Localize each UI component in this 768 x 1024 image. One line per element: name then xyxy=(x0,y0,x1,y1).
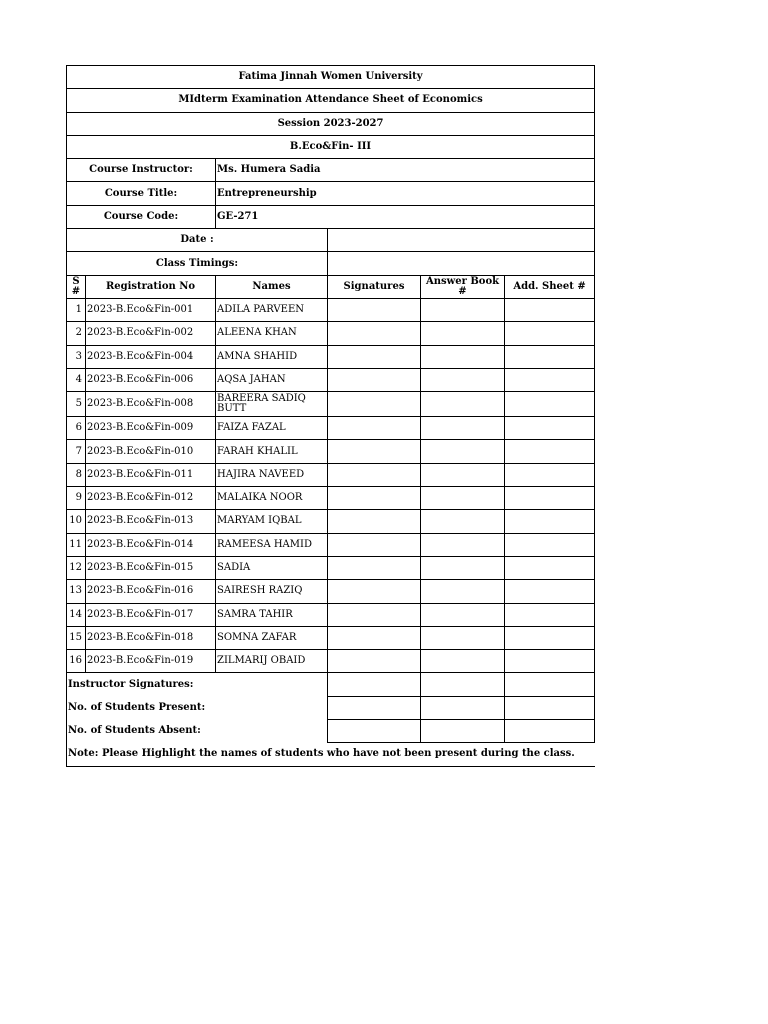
add-sheet-cell[interactable] xyxy=(505,556,595,579)
student-name: SAMRA TAHIR xyxy=(216,603,328,626)
student-name: SAIRESH RAZIQ xyxy=(216,580,328,603)
add-sheet-cell[interactable] xyxy=(505,626,595,649)
registration-no: 2023-B.Eco&Fin-015 xyxy=(86,556,216,579)
course-instructor-label: Course Instructor: xyxy=(67,159,216,182)
signature-cell[interactable] xyxy=(328,510,421,533)
serial-number: 4 xyxy=(67,368,86,391)
answer-book-cell[interactable] xyxy=(421,510,505,533)
add-sheet-cell[interactable] xyxy=(505,368,595,391)
serial-number: 10 xyxy=(67,510,86,533)
table-row xyxy=(67,650,595,673)
footer-cell[interactable] xyxy=(421,720,505,743)
col-header-names: Names xyxy=(216,275,328,298)
students-absent-field[interactable] xyxy=(328,720,421,743)
add-sheet-cell[interactable] xyxy=(505,533,595,556)
registration-no: 2023-B.Eco&Fin-006 xyxy=(86,368,216,391)
table-row xyxy=(67,626,595,649)
signature-cell[interactable] xyxy=(328,603,421,626)
serial-number: 9 xyxy=(67,487,86,510)
student-name: ALEENA KHAN xyxy=(216,322,328,345)
serial-number: 13 xyxy=(67,580,86,603)
table-row xyxy=(67,345,595,368)
class-timings-field[interactable] xyxy=(328,252,595,275)
serial-number: 1 xyxy=(67,298,86,321)
answer-book-cell[interactable] xyxy=(421,322,505,345)
signature-cell[interactable] xyxy=(328,650,421,673)
table-row xyxy=(67,322,595,345)
registration-no: 2023-B.Eco&Fin-018 xyxy=(86,626,216,649)
table-row xyxy=(67,298,595,321)
serial-number: 8 xyxy=(67,463,86,486)
student-name: SOMNA ZAFAR xyxy=(216,626,328,649)
student-name: BAREERA SADIQ BUTT xyxy=(216,392,328,417)
student-name: AMNA SHAHID xyxy=(216,345,328,368)
students-absent-label: No. of Students Absent: xyxy=(67,720,328,743)
instructor-signature-field[interactable] xyxy=(328,673,421,696)
footer-cell[interactable] xyxy=(505,673,595,696)
serial-number: 2 xyxy=(67,322,86,345)
program: B.Eco&Fin- III xyxy=(67,135,595,158)
signature-cell[interactable] xyxy=(328,463,421,486)
student-name: FAIZA FAZAL xyxy=(216,417,328,440)
answer-book-cell[interactable] xyxy=(421,392,505,417)
signature-cell[interactable] xyxy=(328,392,421,417)
col-header-add-sheet: Add. Sheet # xyxy=(505,275,595,298)
answer-book-cell[interactable] xyxy=(421,368,505,391)
registration-no: 2023-B.Eco&Fin-016 xyxy=(86,580,216,603)
student-name: MARYAM IQBAL xyxy=(216,510,328,533)
serial-number: 16 xyxy=(67,650,86,673)
registration-no: 2023-B.Eco&Fin-008 xyxy=(86,392,216,417)
student-name: MALAIKA NOOR xyxy=(216,487,328,510)
signature-cell[interactable] xyxy=(328,580,421,603)
table-row xyxy=(67,392,595,417)
students-present-label: No. of Students Present: xyxy=(67,696,328,719)
add-sheet-cell[interactable] xyxy=(505,603,595,626)
col-header-sn: S # xyxy=(67,275,86,298)
student-name: ZILMARIJ OBAID xyxy=(216,650,328,673)
table-row xyxy=(67,487,595,510)
serial-number: 15 xyxy=(67,626,86,649)
serial-number: 6 xyxy=(67,417,86,440)
class-timings-label: Class Timings: xyxy=(67,252,328,275)
add-sheet-cell[interactable] xyxy=(505,298,595,321)
answer-book-cell[interactable] xyxy=(421,417,505,440)
add-sheet-cell[interactable] xyxy=(505,345,595,368)
serial-number: 12 xyxy=(67,556,86,579)
course-title-value: Entrepreneurship xyxy=(216,182,595,205)
note-text: Note: Please Highlight the names of students who have not been present during the class. xyxy=(67,743,595,766)
add-sheet-cell[interactable] xyxy=(505,392,595,417)
answer-book-cell[interactable] xyxy=(421,440,505,463)
signature-cell[interactable] xyxy=(328,368,421,391)
serial-number: 3 xyxy=(67,345,86,368)
add-sheet-cell[interactable] xyxy=(505,650,595,673)
signature-cell[interactable] xyxy=(328,440,421,463)
students-present-field[interactable] xyxy=(328,696,421,719)
course-title-label: Course Title: xyxy=(67,182,216,205)
answer-book-cell[interactable] xyxy=(421,533,505,556)
registration-no: 2023-B.Eco&Fin-004 xyxy=(86,345,216,368)
registration-no: 2023-B.Eco&Fin-009 xyxy=(86,417,216,440)
university-name: Fatima Jinnah Women University xyxy=(67,66,595,89)
session: Session 2023-2027 xyxy=(67,112,595,135)
table-row xyxy=(67,440,595,463)
registration-no: 2023-B.Eco&Fin-001 xyxy=(86,298,216,321)
signature-cell[interactable] xyxy=(328,533,421,556)
registration-no: 2023-B.Eco&Fin-014 xyxy=(86,533,216,556)
date-field[interactable] xyxy=(328,229,595,252)
attendance-sheet xyxy=(66,65,595,767)
serial-number: 11 xyxy=(67,533,86,556)
answer-book-cell[interactable] xyxy=(421,463,505,486)
serial-number: 14 xyxy=(67,603,86,626)
col-header-signatures: Signatures xyxy=(328,275,421,298)
course-instructor-value: Ms. Humera Sadia xyxy=(216,159,595,182)
table-row xyxy=(67,533,595,556)
table-row xyxy=(67,580,595,603)
registration-no: 2023-B.Eco&Fin-013 xyxy=(86,510,216,533)
signature-cell[interactable] xyxy=(328,487,421,510)
student-name: FARAH KHALIL xyxy=(216,440,328,463)
add-sheet-cell[interactable] xyxy=(505,487,595,510)
footer-cell[interactable] xyxy=(421,696,505,719)
signature-cell[interactable] xyxy=(328,556,421,579)
answer-book-cell[interactable] xyxy=(421,580,505,603)
registration-no: 2023-B.Eco&Fin-011 xyxy=(86,463,216,486)
registration-no: 2023-B.Eco&Fin-012 xyxy=(86,487,216,510)
signature-cell[interactable] xyxy=(328,345,421,368)
footer-cell[interactable] xyxy=(505,720,595,743)
registration-no: 2023-B.Eco&Fin-019 xyxy=(86,650,216,673)
instructor-signatures-label: Instructor Signatures: xyxy=(67,673,328,696)
signature-cell[interactable] xyxy=(328,298,421,321)
answer-book-cell[interactable] xyxy=(421,487,505,510)
signature-cell[interactable] xyxy=(328,626,421,649)
answer-book-cell[interactable] xyxy=(421,603,505,626)
col-header-registration: Registration No xyxy=(86,275,216,298)
date-label: Date : xyxy=(67,229,328,252)
serial-number: 7 xyxy=(67,440,86,463)
add-sheet-cell[interactable] xyxy=(505,440,595,463)
student-name: HAJIRA NAVEED xyxy=(216,463,328,486)
table-row xyxy=(67,417,595,440)
add-sheet-cell[interactable] xyxy=(505,510,595,533)
serial-number: 5 xyxy=(67,392,86,417)
footer-cell[interactable] xyxy=(421,673,505,696)
table-row xyxy=(67,510,595,533)
table-row xyxy=(67,603,595,626)
answer-book-cell[interactable] xyxy=(421,626,505,649)
answer-book-cell[interactable] xyxy=(421,298,505,321)
add-sheet-cell[interactable] xyxy=(505,417,595,440)
registration-no: 2023-B.Eco&Fin-017 xyxy=(86,603,216,626)
table-row xyxy=(67,556,595,579)
sheet-title: MIdterm Examination Attendance Sheet of Economics xyxy=(67,89,595,112)
signature-cell[interactable] xyxy=(328,322,421,345)
table-row xyxy=(67,368,595,391)
student-name: RAMEESA HAMID xyxy=(216,533,328,556)
answer-book-cell[interactable] xyxy=(421,556,505,579)
table-row xyxy=(67,463,595,486)
student-name: SADIA xyxy=(216,556,328,579)
student-name: AQSA JAHAN xyxy=(216,368,328,391)
signature-cell[interactable] xyxy=(328,417,421,440)
student-name: ADILA PARVEEN xyxy=(216,298,328,321)
registration-no: 2023-B.Eco&Fin-002 xyxy=(86,322,216,345)
footer-cell[interactable] xyxy=(505,696,595,719)
course-code-label: Course Code: xyxy=(67,205,216,228)
course-code-value: GE-271 xyxy=(216,205,595,228)
add-sheet-cell[interactable] xyxy=(505,580,595,603)
add-sheet-cell[interactable] xyxy=(505,322,595,345)
answer-book-cell[interactable] xyxy=(421,345,505,368)
registration-no: 2023-B.Eco&Fin-010 xyxy=(86,440,216,463)
add-sheet-cell[interactable] xyxy=(505,463,595,486)
col-header-answer-book: Answer Book # xyxy=(421,275,505,298)
answer-book-cell[interactable] xyxy=(421,650,505,673)
